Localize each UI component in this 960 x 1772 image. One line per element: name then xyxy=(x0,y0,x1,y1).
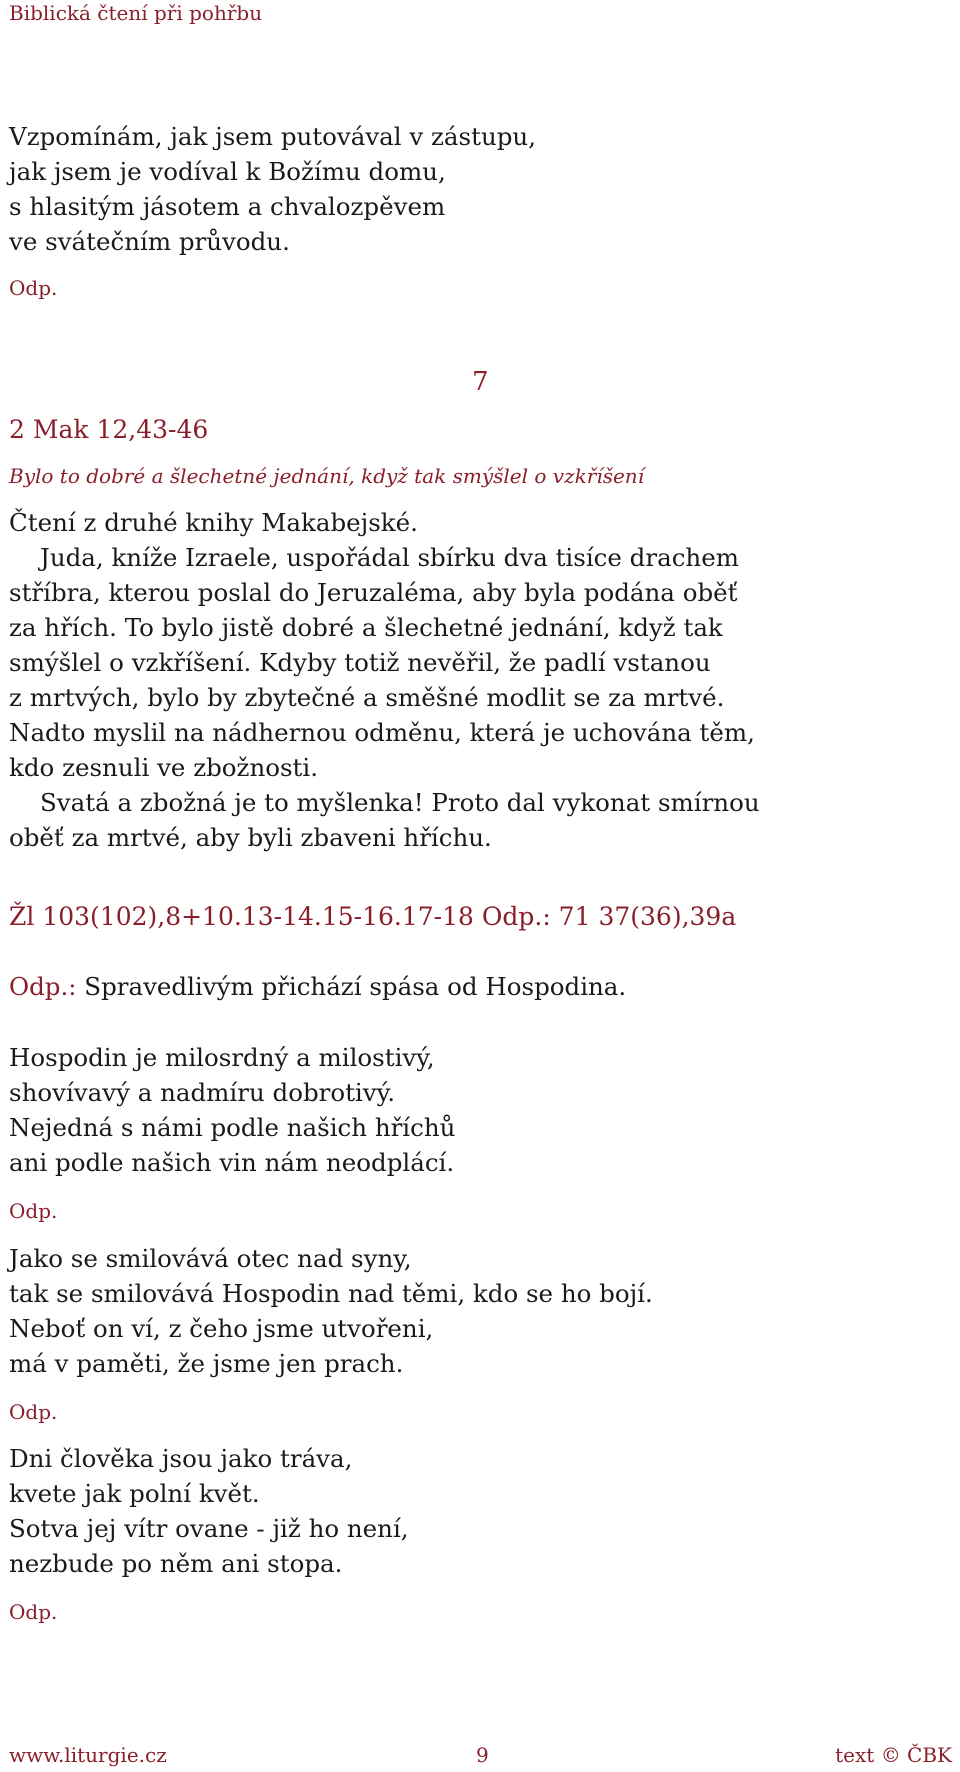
stanza-line: Hospodin je milosrdný a milostivý, xyxy=(9,1043,435,1072)
running-header-title: Biblická čtení při pohřbu xyxy=(9,1,263,25)
stanza-line: shovívavý a nadmíru dobrotivý. xyxy=(9,1078,395,1107)
section-number: 7 xyxy=(472,367,489,397)
footer-page-number: 9 xyxy=(476,1743,489,1767)
reading-reference: 2 Mak 12,43-46 xyxy=(9,415,209,444)
reading-line: za hřích. To bylo jistě dobré a šlechetné jednání, když tak xyxy=(9,613,723,642)
stanza-line: kvete jak polní květ. xyxy=(9,1479,260,1508)
stanza-line: ve svátečním průvodu. xyxy=(9,227,290,256)
psalm-heading: Žl 103(102),8+10.13-14.15-16.17-18 Odp.: 71 37(36),39a xyxy=(9,902,737,931)
response-marker: Odp. xyxy=(9,1600,58,1624)
footer-copyright: text © ČBK xyxy=(835,1743,952,1767)
stanza-line: s hlasitým jásotem a chvalozpěvem xyxy=(9,192,446,221)
stanza-line: Jako se smilovává otec nad syny, xyxy=(9,1244,412,1273)
reading-line: stříbra, kterou poslal do Jeruzaléma, aby byla podána oběť xyxy=(9,578,738,607)
stanza-line: nezbude po něm ani stopa. xyxy=(9,1549,343,1578)
response-marker: Odp. xyxy=(9,276,58,300)
reading-line: Svatá a zbožná je to myšlenka! Proto dal vykonat smírnou xyxy=(40,788,760,817)
reading-line: Juda, kníže Izraele, uspořádal sbírku dva tisíce drachem xyxy=(40,543,739,572)
reading-line: kdo zesnuli ve zbožnosti. xyxy=(9,753,319,782)
stanza-line: Vzpomínám, jak jsem putovával v zástupu, xyxy=(9,122,536,151)
reading-line: smýšlel o vzkříšení. Kdyby totiž nevěřil, že padlí vstanou xyxy=(9,648,711,677)
footer-website: www.liturgie.cz xyxy=(9,1743,167,1767)
stanza-line: Neboť on ví, z čeho jsme utvořeni, xyxy=(9,1314,434,1343)
stanza-line: má v paměti, že jsme jen prach. xyxy=(9,1349,404,1378)
response-text: Spravedlivým přichází spása od Hospodina. xyxy=(76,972,627,1001)
stanza-line: ani podle našich vin nám neodplácí. xyxy=(9,1148,455,1177)
response-marker: Odp. xyxy=(9,1400,58,1424)
psalm-response xyxy=(9,972,626,1002)
reading-line: z mrtvých, bylo by zbytečné a směšné modlit se za mrtvé. xyxy=(9,683,725,712)
reading-intro: Čtení z druhé knihy Makabejské. xyxy=(9,508,418,537)
stanza-line: jak jsem je vodíval k Božímu domu, xyxy=(9,157,446,186)
stanza-line: Dni člověka jsou jako tráva, xyxy=(9,1444,353,1473)
response-marker: Odp. xyxy=(9,1199,58,1223)
reading-subtitle: Bylo to dobré a šlechetné jednání, když tak smýšlel o vzkříšení xyxy=(9,464,645,488)
response-label: Odp.: xyxy=(9,972,77,1001)
stanza-line: Nejedná s námi podle našich hříchů xyxy=(9,1113,456,1142)
reading-line: oběť za mrtvé, aby byli zbaveni hříchu. xyxy=(9,823,492,852)
reading-line: Nadto myslil na nádhernou odměnu, která je uchována těm, xyxy=(9,718,755,747)
stanza-line: tak se smilovává Hospodin nad těmi, kdo se ho bojí. xyxy=(9,1279,653,1308)
stanza-line: Sotva jej vítr ovane - již ho není, xyxy=(9,1514,409,1543)
